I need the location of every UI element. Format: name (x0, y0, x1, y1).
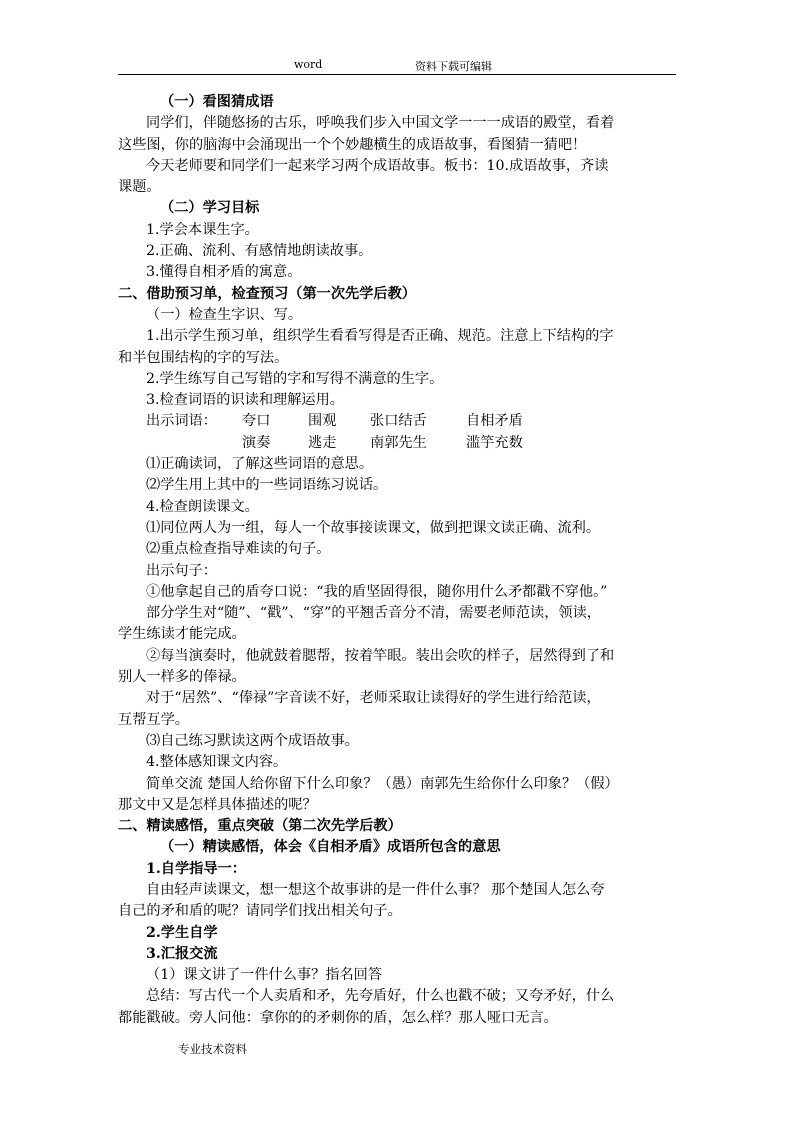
text-block-2 (118, 454, 678, 1029)
word-item: 张口结舌 (370, 413, 427, 430)
text-line: （一）检查生字识、写。 (146, 306, 303, 323)
text-line: 总结：写古代一个人卖盾和矛，先夸盾好，什么也戳不破；又夸矛好，什么 (146, 988, 615, 1005)
text-line: 1.自学指导一： (146, 860, 246, 877)
text-line: 4.整体感知课文内容。 (146, 754, 288, 771)
text-line: 同学们，伴随悠扬的古乐，呼唤我们步入中国文学一一一成语的殿堂，看着 (146, 115, 615, 132)
text-line: ⑵学生用上其中的一些词语练习说话。 (146, 477, 388, 494)
word-item: 演奏 (242, 434, 271, 451)
words-row-1 (118, 411, 678, 432)
word-item: 围观 (308, 413, 337, 430)
text-line: 自由轻声读课文，想一想这个故事讲的是一件什么事？ 那个楚国人怎么夸 (146, 881, 605, 898)
text-line: 和半包围结构的字的写法。 (118, 349, 289, 366)
text-line: 1.学会本课生字。 (146, 221, 259, 238)
text-line: （一）看图猜成语 (160, 94, 274, 110)
text-line: 简单交流 楚国人给你留下什么印象？（愚）南郭先生给你什么印象？（假） (146, 775, 619, 792)
text-line: 别人一样多的俸禄。 (118, 669, 246, 686)
text-line: ①他拿起自己的盾夸口说：“我的盾坚固得很，随你用什么矛都戳不穿他。” (146, 583, 608, 600)
text-line: 1.出示学生预习单，组织学生看看写得是否正确、规范。注意上下结构的字 (146, 328, 614, 345)
word-item: 南郭先生 (370, 434, 427, 451)
text-block-1 (118, 92, 678, 411)
text-line: 2.正确、流利、有感情地朗读故事。 (146, 243, 373, 260)
text-line: 3.汇报交流 (146, 945, 218, 962)
text-line: ⑴同位两人为一组，每人一个故事接读课文，做到把课文读正确、流利。 (146, 519, 601, 536)
text-line: ②每当演奏时，他就鼓着腮帮，按着竿眼。装出会吹的样子，居然得到了和 (146, 647, 615, 664)
text-line: （二）学习目标 (160, 200, 260, 217)
page-footer: 专业技术资料 (178, 1042, 247, 1056)
header-left: word (294, 58, 323, 71)
text-line: ⑴正确读词，了解这些词语的意思。 (146, 456, 374, 473)
text-line: 互帮互学。 (118, 711, 189, 728)
text-line: （一）精读感悟，体会《自相矛盾》成语所包含的意思 (160, 839, 501, 856)
text-line: 对于“居然”、“俸禄”字音读不好，老师采取让读得好的学生进行给范读， (146, 690, 601, 707)
text-line: 2.学生自学 (146, 924, 218, 941)
text-line: 二、借助预习单，检查预习（第一次先学后教） (118, 285, 416, 302)
text-line: 那文中又是怎样具体描述的呢？ (118, 796, 317, 813)
text-line: 3.懂得自相矛盾的寓意。 (146, 264, 302, 281)
text-line: 今天老师要和同学们一起来学习两个成语故事。板书：10.成语故事，齐读 (146, 157, 609, 174)
header-right: 资料下载可编辑 (415, 60, 492, 73)
text-line: 都能戳破。旁人问他：拿你的的矛刺你的盾，怎么样？那人哑口无言。 (118, 1009, 558, 1026)
text-line: 自己的矛和盾的呢？请同学们找出相关句子。 (118, 903, 402, 920)
text-line: 4.检查朗读课文。 (146, 498, 259, 515)
word-item: 逃走 (308, 434, 337, 451)
text-line: 出示句子： (146, 562, 217, 579)
word-item: 自相矛盾 (466, 413, 523, 430)
text-line: ⑶自己练习默读这两个成语故事。 (146, 732, 359, 749)
text-line: （1）课文讲了一件什么事？指名回答 (146, 967, 383, 984)
text-line: ⑵重点检查指导难读的句子。 (146, 541, 331, 558)
text-line: 学生练读才能完成。 (118, 626, 246, 643)
document-body (118, 92, 678, 1029)
page-header (118, 58, 676, 75)
words-row-2 (118, 433, 678, 454)
word-item: 滥竽充数 (466, 434, 523, 451)
word-item: 夸口 (242, 413, 271, 430)
words-label: 出示词语： (146, 413, 217, 430)
text-line: 二、精读感悟，重点突破（第二次先学后教） (118, 818, 402, 835)
text-line: 2.学生练写自己写错的字和写得不满意的生字。 (146, 370, 444, 387)
text-line: 3.检查词语的识读和理解运用。 (146, 392, 344, 409)
text-line: 这些图，你的脑海中会涌现出一个个妙趣横生的成语故事，看图猜一猜吧！ (118, 136, 587, 153)
text-line: 课题。 (118, 179, 161, 196)
text-line: 部分学生对“随”、“戳”、“穿”的平翘舌音分不清，需要老师范读，领读， (146, 605, 601, 622)
